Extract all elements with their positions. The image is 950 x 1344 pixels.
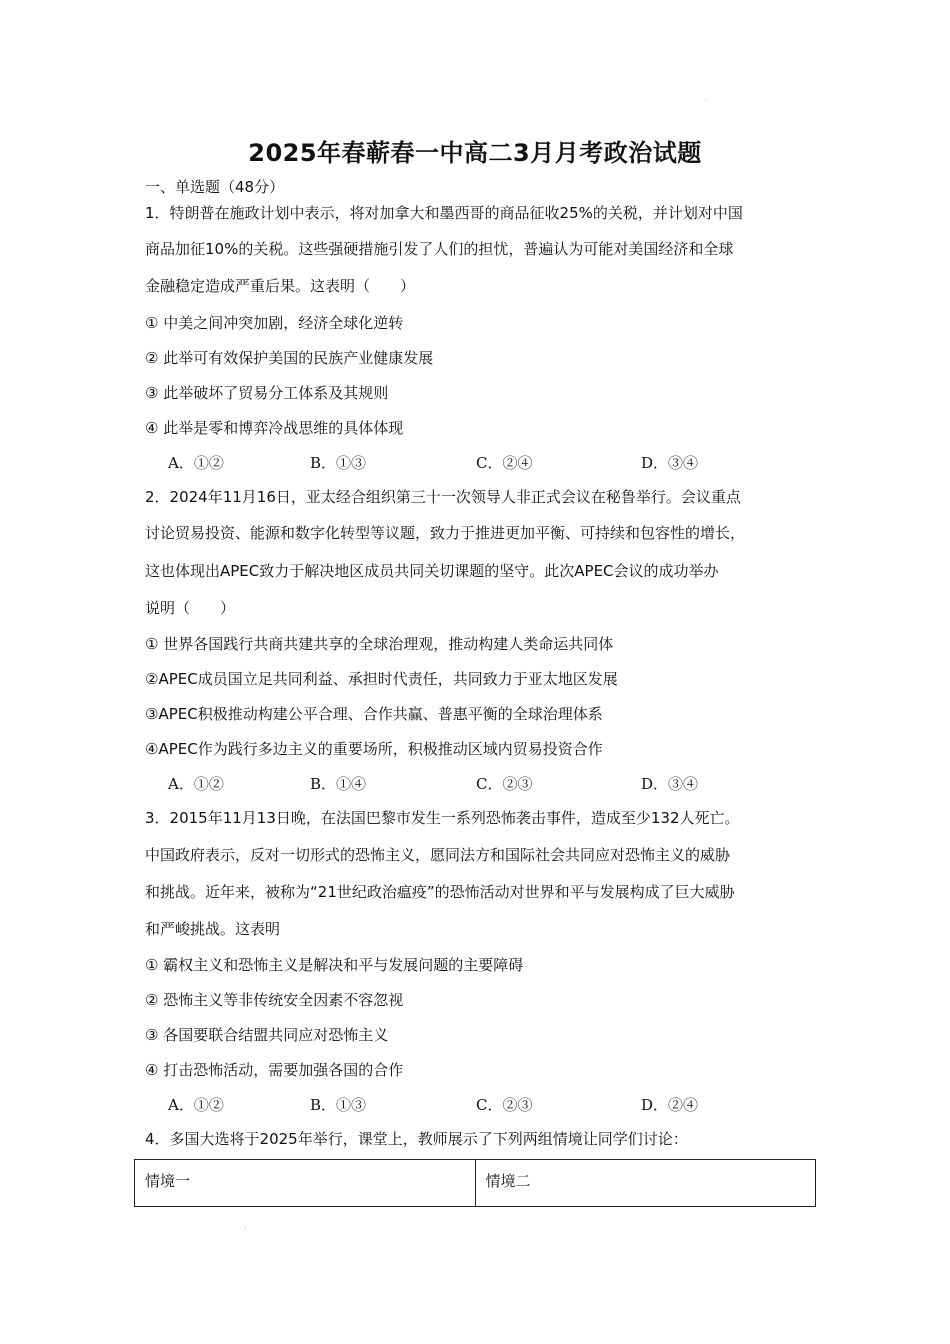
- q1-line-2: 商品加征10%的关税。这些强硬措施引发了人们的担忧，普遍认为可能对美国经济和全球: [145, 240, 734, 258]
- q1-item-4: ④ 此举是零和博弈冷战思维的具体体现: [145, 419, 404, 437]
- q2-line-3: 这也体现出APEC致力于解决地区成员共同关切课题的坚守。此次APEC会议的成功举办: [145, 562, 719, 580]
- q1-option-c: C．②④: [476, 454, 533, 472]
- q2-item-3: ③APEC积极推动构建公平合理、合作共赢、普惠平衡的全球治理体系: [145, 705, 603, 723]
- q2-option-a: A．①②: [168, 775, 224, 793]
- q3-item-3: ③ 各国要联合结盟共同应对恐怖主义: [145, 1026, 389, 1044]
- q3-item-2: ② 恐怖主义等非传统安全因素不容忽视: [145, 991, 404, 1009]
- q3-line-4: 和严峻挑战。这表明: [145, 920, 281, 938]
- q4-line-1: 4．多国大选将于2025年举行，课堂上，教师展示了下列两组情境让同学们讨论：: [145, 1130, 688, 1148]
- q1-option-a: A．①②: [168, 454, 224, 472]
- q1-item-1: ① 中美之间冲突加剧，经济全球化逆转: [145, 314, 404, 332]
- q2-item-4: ④APEC作为践行多边主义的重要场所，积极推动区域内贸易投资合作: [145, 740, 603, 758]
- q3-line-3: 和挑战。近年来，被称为“21世纪政治瘟疫”的恐怖活动对世界和平与发展构成了巨大威胁: [145, 883, 735, 901]
- q3-option-a: A．①②: [168, 1096, 224, 1114]
- scenario-table-header-1: 情境一: [145, 1172, 191, 1190]
- q2-option-b: B．①④: [310, 775, 367, 793]
- page-title: 2025年春蕲春一中高二3月月考政治试题: [248, 139, 702, 167]
- scan-speck: [705, 100, 706, 101]
- q1-line-3: 金融稳定造成严重后果。这表明（ ）: [145, 277, 416, 295]
- q3-item-1: ① 霸权主义和恐怖主义是解决和平与发展问题的主要障碍: [145, 956, 524, 974]
- q3-option-d: D．②④: [641, 1096, 699, 1114]
- scenario-table: [134, 1159, 816, 1207]
- q3-option-b: B．①③: [310, 1096, 367, 1114]
- q2-item-2: ②APEC成员国立足共同利益、承担时代责任，共同致力于亚太地区发展: [145, 670, 618, 688]
- q1-option-d: D．③④: [641, 454, 699, 472]
- q3-item-4: ④ 打击恐怖活动，需要加强各国的合作: [145, 1061, 404, 1079]
- q3-option-c: C．②③: [476, 1096, 533, 1114]
- q1-item-3: ③ 此举破坏了贸易分工体系及其规则: [145, 384, 389, 402]
- q2-item-1: ① 世界各国践行共商共建共享的全球治理观，推动构建人类命运共同体: [145, 635, 614, 653]
- q2-line-1: 2．2024年11月16日，亚太经合组织第三十一次领导人非正式会议在秘鲁举行。会议重点: [145, 488, 741, 506]
- q2-option-c: C．②③: [476, 775, 533, 793]
- q2-line-2: 讨论贸易投资、能源和数字化转型等议题，致力于推进更加平衡、可持续和包容性的增长，: [145, 524, 746, 542]
- q1-option-b: B．①③: [310, 454, 367, 472]
- section-heading: 一、单选题（48分）: [145, 178, 285, 196]
- scan-speck: [245, 1228, 246, 1229]
- q3-line-2: 中国政府表示，反对一切形式的恐怖主义，愿同法方和国际社会共同应对恐怖主义的威胁: [145, 846, 731, 864]
- scenario-table-header-2: 情境二: [475, 1160, 816, 1206]
- q2-line-4: 说明（ ）: [145, 599, 236, 617]
- q3-line-1: 3．2015年11月13日晚，在法国巴黎市发生一系列恐怖袭击事件，造成至少132人死亡。: [145, 809, 740, 827]
- q2-option-d: D．③④: [641, 775, 699, 793]
- q1-item-2: ② 此举可有效保护美国的民族产业健康发展: [145, 349, 434, 367]
- q1-line-1: 1．特朗普在施政计划中表示，将对加拿大和墨西哥的商品征收25%的关税，并计划对中国: [145, 204, 743, 222]
